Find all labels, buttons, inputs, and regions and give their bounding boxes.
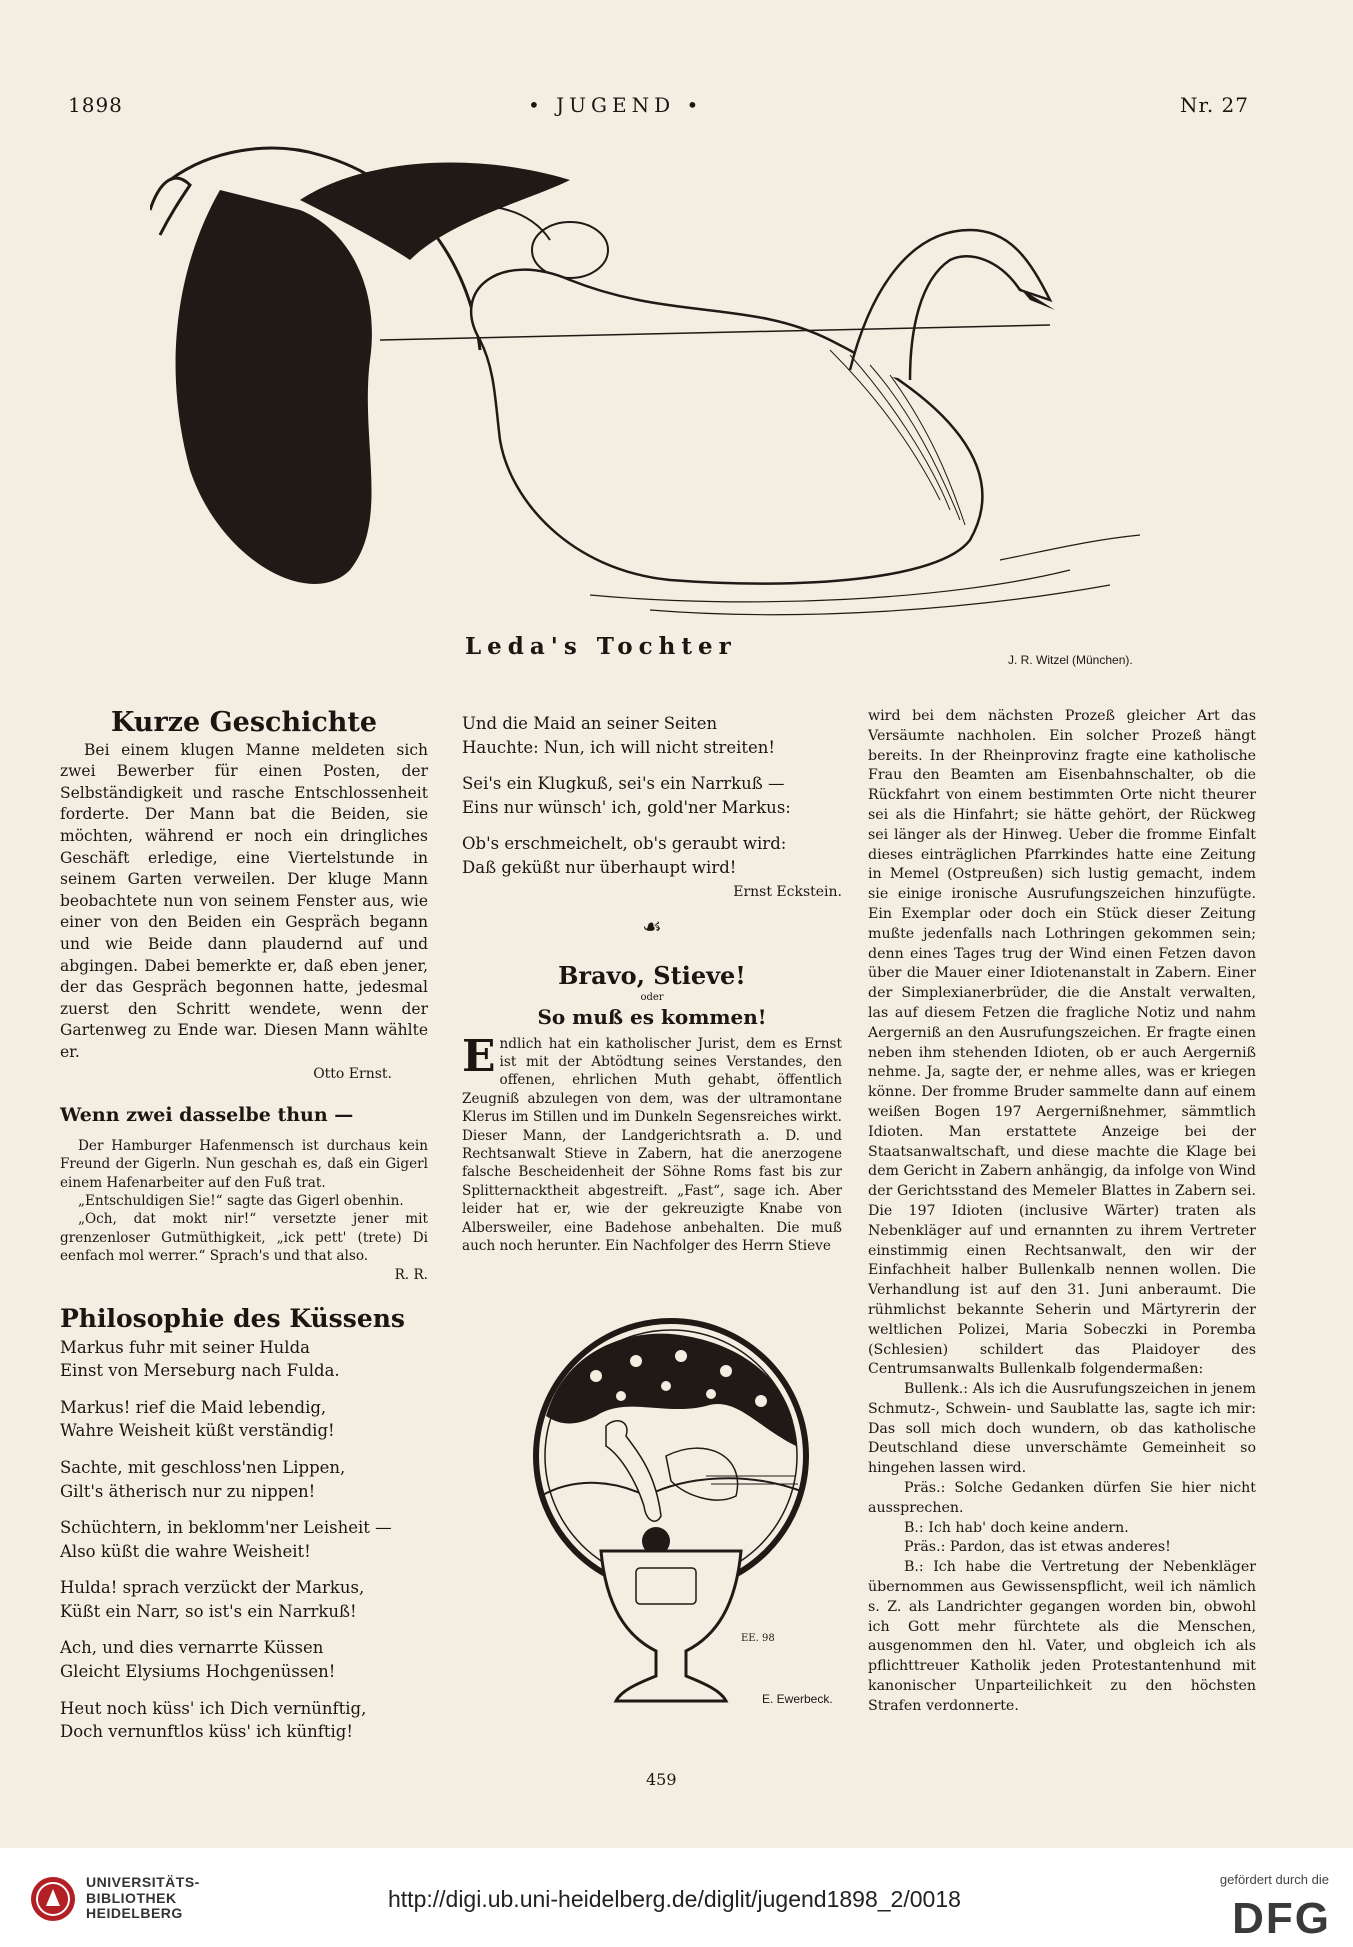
bravo-col3-para: B.: Ich habe die Vertretung der Nebenkläger übernommen aus Gewissenspflicht, weil ich nämlich s. Z. als Landrichter gegangen worden bin, obwohl ich Gott mehr fürchtete als die Menschen, ausgenommen den hl. Vater, und obgleich ich als pflichttreuer Katholik jeden Protestantenhund mit kanonischer Unparteilichkeit zu den höchsten Strafen verdonnerte.	[868, 1559, 1256, 1714]
bravo-text: Endlich hat ein katholischer Jurist, dem es Ernst ist mit der Abtödtung seines Verstandes, den offenen, ehrlichen Muth gehabt, öffentlich Zeugniß abzulegen von dem, was der ultramontane Klerus im Stillen und im Dunkeln Segensreiches wirkt. Dieser Mann, der Landgerichtsrath a. D. und Rechtsanwalt Stieve in Zabern, hat die anerzogene falsche Bescheidenheit der Söhne Roms fast bis zur Splitternacktheit abgestreift. „Fast“, sage ich. Aber leider hat er, wie der gekreuzigte Knabe von Albersweiler, eine Badehose anbehalten. Die muß auch noch herunter. Ein Nachfolger des Herrn Stieve	[462, 1030, 842, 1254]
header-year: 1898	[68, 93, 123, 117]
illustration-title: Leda's Tochter	[465, 633, 737, 660]
bravo-col3-para: B.: Ich hab' doch keine andern.	[904, 1519, 1129, 1536]
stanza: Schüchtern, in beklomm'ner Leisheit — Also küßt die wahre Weisheit!	[60, 1518, 392, 1561]
swan-neck	[850, 230, 1050, 380]
dfg-logo: DFG	[1232, 1894, 1331, 1943]
kurze-author: Otto Ernst.	[313, 1065, 392, 1082]
stanza: Heut noch küss' ich Dich vernünftig, Doch vernunftlos küss' ich künftig!	[60, 1698, 367, 1742]
bravo-col3-para: Präs.: Pardon, das ist etwas anderes!	[904, 1539, 1171, 1556]
stanza: Ach, und dies vernarrte Küssen Gleicht Elysiums Hochgenüssen!	[60, 1638, 336, 1682]
kurze-text: Bei einem klugen Manne meldeten sich zwei Bewerber für einen Posten, der Selbständigkeit und rasche Entschlossenheit forderte. Der Mann bat die Beiden, sie möchten, während er noch ein dringliches Geschäft erledige, eine Viertelstunde in seinem Garten verweilen. Der kluge Mann beobachtete nun von seinem Fenster aus, wie einer von den Beiden ein Gespräch begann und wie Beide dann plaudernd auf und abgingen. Dabei bemerkte er, daß eben jener, der das Gespräch begonnen hatte, jedesmal zuerst den Schritt wendete, wenn der Gartenweg zu Ende war. Diesen Mann wählte er.	[60, 740, 428, 1061]
heading-philosophie: Philosophie des Küssens	[60, 1303, 405, 1333]
hair-mass	[176, 190, 372, 584]
vignette-monogram: EE. 98	[741, 1633, 775, 1644]
column-1	[60, 707, 428, 1757]
leda-swan-illustration	[150, 140, 1230, 630]
stanza: Sachte, mit geschloss'nen Lippen, Gilt's ätherisch nur zu nippen!	[60, 1457, 346, 1501]
vignette-credit: E. Ewerbeck.	[762, 1692, 833, 1706]
ornament-icon: ☙	[642, 915, 662, 941]
bravo-col3-para: Präs.: Solche Gedanken dürfen Sie hier nicht aussprechen.	[868, 1480, 1256, 1516]
drop-cap: E	[462, 1030, 496, 1082]
page-number: 459	[646, 1770, 677, 1789]
wenn-text-2: „Entschuldigen Sie!“ sagte das Gigerl obenhin.	[78, 1192, 404, 1209]
header-issue: Nr. 27	[1179, 93, 1249, 117]
bravo-col3-para: wird bei dem nächsten Prozeß gleicher Art das Versäumte nachholen. Ein solcher Prozeß hängt bereits. In der Rheinprovinz fragte eine katholische Frau den Beamten am Eisenbahnschalter, ob die Rückfahrt von einem bestimmten Orte nicht theurer sei als die Hinfahrt; sie hätte gehört, der Rückweg sei länger als der Hinweg. Ueber die fromme Einfalt dieses einträglichen Pfarrkindes hatte eine Zeitung in Memel (Ostpreußen) sich lustig gemacht, indem sie einige ironische Ausrufungszeichen hinzufügte. Ein Exemplar oder doch ein Stück dieser Zeitung mußte jedenfalls nach Lothringen gekommen sein; denn eines Tages trug der Wind einen Fetzen davon über die Mauer einer Idiotenanstalt in Zabern. Einer der Simplexianerbrüder, die die Anstalt verwalten, las auf diesem Fetzen die fragliche Notiz und nahm Aergerniß an den Ausrufungszeichen. Er fragte einen neben ihm stehenden Idioten, ob er auch Aergerniß nehme. Ja, sagte der, er nehme alles, was er kriegen könne. Der fromme Bruder sammelte dann auf einem weißen Bogen 197 Aergernißnehmer, sämmtlich Idioten. Man erstattete Anzeige bei der Staatsanwaltschaft, und diese machte die Klage bei dem Gericht in Zabern anhängig, da infolge von Wind der Gerichtsstand des Memeler Blattes in Zabern sei. Die 197 Idioten (inclusive Wärter) traten als Nebenkläger auf und ernannten zu ihrem Vertreter einstimmig einen Rechtsanwalt, den wir der Einfachheit halber Bullenkalb nennen wollen. Die Verhandlung ist auf den 31. Juni anberaumt. Die rühmlichst bekannte Seherin und Märtyrerin der weltlichen Polizei, Maria Sobeczki in Poremba (Schlesien) schildert das Plaidoyer des Centrumsanwalts Bullenkalb folgendermaßen:	[868, 708, 1256, 1378]
stanza: Markus! rief die Maid lebendig, Wahre Weisheit küßt verständig!	[60, 1397, 335, 1441]
footer	[0, 1848, 1353, 1947]
wenn-author: R. R.	[394, 1266, 428, 1283]
stanza: Ob's erschmeichelt, ob's geraubt wird: Daß geküßt nur überhaupt wird!	[462, 834, 787, 877]
heading-so-muss: So muß es kommen!	[537, 1004, 767, 1029]
philo-author: Ernst Eckstein.	[733, 883, 842, 900]
heading-wenn-zwei: Wenn zwei dasselbe thun —	[60, 1104, 354, 1127]
header-title: • JUGEND •	[528, 93, 704, 117]
stanza: Sei's ein Klugkuß, sei's ein Narrkuß — Eins nur wünsch' ich, gold'ner Markus:	[462, 774, 791, 817]
bravo-col3-para: Bullenk.: Als ich die Ausrufungszeichen in jenem Schmutz-, Schwein- und Saublatte las, sagte ich mir: Das soll mich doch wundern, ob das katholische Deutschland diese unverschämte Gemeinheit so hingehen lassen wird.	[868, 1381, 1256, 1477]
column-2	[462, 712, 842, 1255]
stanza: Markus fuhr mit seiner Hulda Einst von Merseburg nach Fulda.	[60, 1337, 340, 1381]
heading-bravo-stieve: Bravo, Stieve!	[558, 960, 746, 990]
stanza: Hulda! sprach verzückt der Markus, Küßt ein Narr, so ist's ein Narrkuß!	[60, 1578, 365, 1621]
institution-name: UNIVERSITÄTS- BIBLIOTHEK HEIDELBERG	[86, 1874, 200, 1921]
wenn-text-1: Der Hamburger Hafenmensch ist durchaus kein Freund der Gigerln. Nun geschah es, daß ein Gigerl einem Hafenarbeiter auf den Fuß trat.	[60, 1137, 428, 1191]
heading-oder: oder	[640, 992, 664, 1004]
column-3	[868, 707, 1256, 1717]
university-seal-icon	[30, 1876, 76, 1922]
philo-poem	[60, 1336, 428, 1744]
wenn-text-3: „Och, dat mokt nir!“ versetzte jener mit grenzenloser Gutmüthigkeit, „ick pett' (trete) Di eenfach mol werrer.“ Sprach's und that also.	[60, 1211, 428, 1265]
permalink-url[interactable]: http://digi.ub.uni-heidelberg.de/diglit/jugend1898_2/0018	[388, 1886, 961, 1912]
heading-kurze-geschichte: Kurze Geschichte	[110, 707, 378, 738]
fairy-vignette	[506, 1306, 836, 1716]
sponsor-label: gefördert durch die	[1219, 1872, 1329, 1887]
stanza: Und die Maid an seiner Seiten Hauchte: Nun, ich will nicht streiten!	[462, 714, 776, 757]
illustration-credit: J. R. Witzel (München).	[1008, 653, 1133, 667]
